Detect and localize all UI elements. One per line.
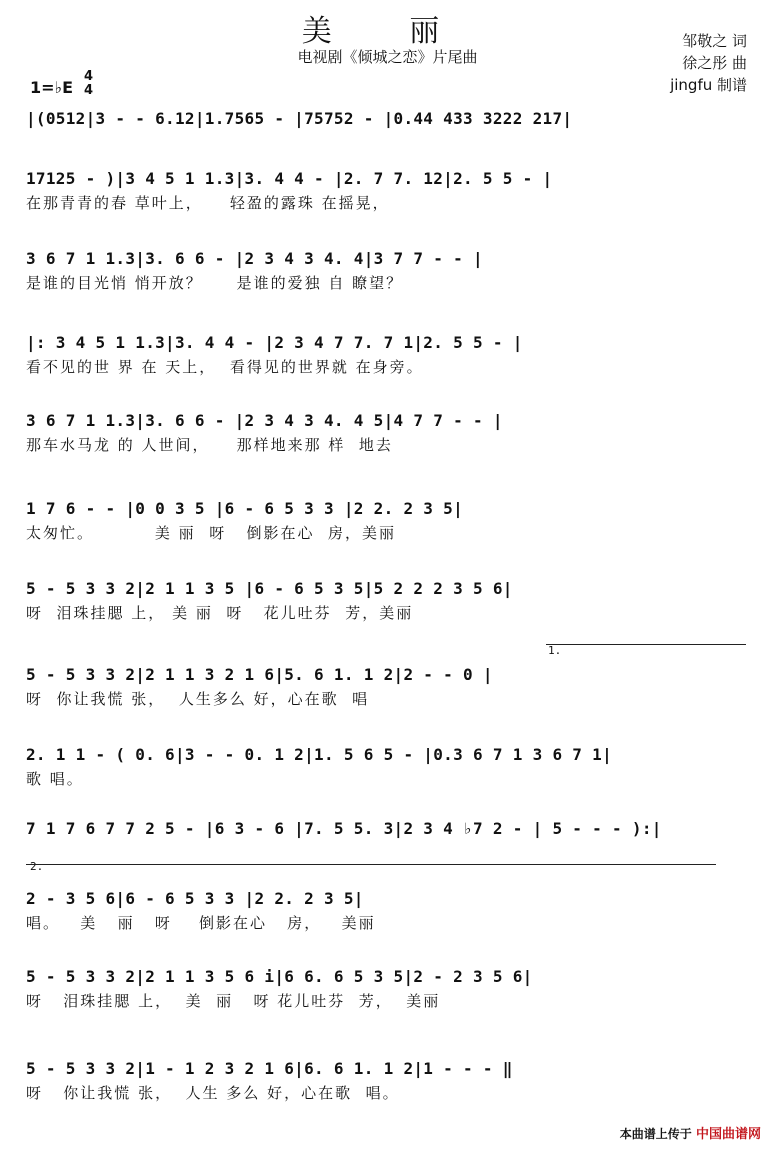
lyricist-credit: 邹敬之 词 xyxy=(682,32,747,50)
notation-line: 5 - 5 3 3 2|2 1 1 3 5 6 i|6 6. 6 5 3 5|2 - 2 3 5 6| xyxy=(26,967,533,986)
notation-line: 5 - 5 3 3 2|2 1 1 3 2 1 6|5. 6 1. 1 2|2 - - 0 | xyxy=(26,665,493,684)
footer-credit xyxy=(620,1123,761,1142)
score-system xyxy=(26,166,751,214)
score-system xyxy=(26,964,751,1012)
score-system xyxy=(26,496,751,544)
lyric-line xyxy=(26,842,751,864)
composer-credit: 徐之彤 曲 xyxy=(682,54,747,72)
score-system xyxy=(26,662,751,710)
score-system xyxy=(26,886,751,934)
notation-line: 3 6 7 1 1.3|3. 6 6 - |2 3 4 3 4. 4|3 7 7 - - | xyxy=(26,249,483,268)
notation-line: 3 6 7 1 1.3|3. 6 6 - |2 3 4 3 4. 4 5|4 7 7 - - | xyxy=(26,411,503,430)
score-system xyxy=(26,106,751,154)
notation-line: 17125 - )|3 4 5 1 1.3|3. 4 4 - |2. 7 7. 12|2. 5 5 - | xyxy=(26,169,553,188)
lyric-line: 太匆忙。 美 丽 呀 倒影在心 房，美丽 xyxy=(26,524,397,542)
song-title: 美 丽 xyxy=(301,14,474,49)
lyric-line: 呀 泪珠挂腮 上， 美 丽 呀 花儿吐芬 芳，美丽 xyxy=(26,604,414,622)
footer-upload-text: 本曲谱上传于 xyxy=(619,1127,692,1141)
first-ending-label: 1. xyxy=(548,644,562,657)
lyric-line: 歌 唱。 xyxy=(26,770,84,788)
song-subtitle: 电视剧《倾城之恋》片尾曲 xyxy=(297,48,478,66)
lyric-line: 呀 泪珠挂腮 上， 美 丽 呀 花儿吐芬 芳， 美丽 xyxy=(26,992,441,1010)
score-system xyxy=(26,330,751,378)
notation-line: 5 - 5 3 3 2|1 - 1 2 3 2 1 6|6. 6 1. 1 2|1 - - - ‖ xyxy=(26,1059,513,1078)
lyric-line: 呀 你让我慌 张， 人生 多么 好，心在歌 唱。 xyxy=(26,1084,400,1102)
notation-line: |(0512|3 - - 6.12|1.7565 - |75752 - |0.44 433 3222 217| xyxy=(26,109,573,128)
lyric-line: 唱。 美 丽 呀 倒影在心 房， 美丽 xyxy=(26,914,376,932)
score-system xyxy=(26,408,751,456)
score-system xyxy=(26,576,751,624)
score-system xyxy=(26,816,751,864)
lyric-line: 在那青青的春 草叶上， 轻盈的露珠 在摇晃， xyxy=(26,194,390,212)
lyric-line: 看不见的世 界 在 天上， 看得见的世界就 在身旁。 xyxy=(26,358,424,376)
score-system xyxy=(26,1056,751,1104)
lyric-line: 呀 你让我慌 张， 人生多么 好，心在歌 唱 xyxy=(26,690,370,708)
first-ending-bracket xyxy=(546,644,746,645)
notation-line: 1 7 6 - - |0 0 3 5 |6 - 6 5 3 3 |2 2. 2 3 5| xyxy=(26,499,464,518)
lyric-line: 是谁的目光悄 悄开放？ 是谁的爱独 自 瞭望？ xyxy=(26,274,404,292)
lyric-line xyxy=(26,132,751,154)
notation-line: 5 - 5 3 3 2|2 1 1 3 5 |6 - 6 5 3 5|5 2 2 2 3 5 6| xyxy=(26,579,513,598)
score-system xyxy=(26,246,751,294)
time-signature: 4 4 xyxy=(84,69,94,98)
score-system xyxy=(26,742,751,790)
lyric-line: 那车水马龙 的 人世间， 那样地来那 样 地去 xyxy=(26,436,393,454)
second-ending-label: 2. xyxy=(30,860,44,873)
notation-line: 2 - 3 5 6|6 - 6 5 3 3 |2 2. 2 3 5| xyxy=(26,889,364,908)
key-signature: 1=♭E xyxy=(30,78,74,97)
notation-line: 7 1 7 6 7 7 2 5 - |6 3 - 6 |7. 5 5. 3|2 3 4 ♭7 2 - | 5 - - - ):| xyxy=(26,819,662,838)
transcriber-credit: jingfu 制谱 xyxy=(670,76,747,94)
notation-line: 2. 1 1 - ( 0. 6|3 - - 0. 1 2|1. 5 6 5 - |0.3 6 7 1 3 6 7 1| xyxy=(26,745,613,764)
notation-line: |: 3 4 5 1 1.3|3. 4 4 - |2 3 4 7 7. 7 1|2. 5 5 - | xyxy=(26,333,523,352)
second-ending-bracket xyxy=(26,864,716,865)
site-brand-link[interactable]: 中国曲谱网 xyxy=(695,1127,761,1142)
